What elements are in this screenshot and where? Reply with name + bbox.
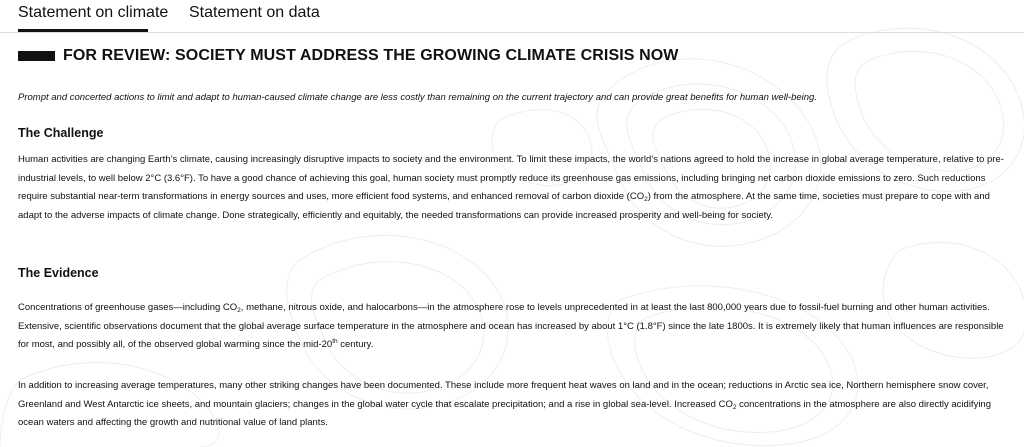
evidence-paragraph-1 — [18, 299, 1008, 355]
challenge-text-2: ) from the atmosphere. At the same time, societies must prepare to cope with and adapt to the adverse impacts of climate change. Done strategically, efficiently and equitably, the needed transformations can provide increased prosperity and well-being for society. — [18, 191, 990, 221]
tab-statement-on-climate[interactable]: Statement on climate — [18, 4, 169, 21]
page-title — [18, 47, 679, 65]
evidence-p1-text-1: Concentrations of greenhouse gases—including CO — [18, 302, 238, 313]
challenge-paragraph — [18, 151, 1008, 225]
page-title-text: FOR REVIEW: SOCIETY MUST ADDRESS THE GROWING CLIMATE CRISIS NOW — [63, 47, 679, 64]
evidence-p1-text-3: century. — [337, 339, 374, 351]
co2-subscript: 2 — [644, 196, 648, 204]
evidence-paragraph-2 — [18, 377, 1008, 433]
challenge-heading: The Challenge — [18, 126, 104, 140]
challenge-text-1: Human activities are changing Earth’s climate, causing increasingly disruptive impacts to society and the environment. To limit these impacts, the world’s nations agreed to hold the increase in global average temperature, relative to pre-industrial levels, to well below 2°C (3.6°F). To have a good chance of achieving this goal, human society must promptly reduce its greenhouse gas emissions, including bringing net carbon dioxide emissions to zero. Such reductions require substantial near-term transformations in energy sources and uses, more efficient food systems, and enhanced removal of carbon dioxide (CO — [18, 154, 1004, 203]
intro-summary: Prompt and concerted actions to limit and adapt to human-caused climate change are less costly than remaining on the current trajectory and can provide great benefits for human well-being. — [18, 92, 817, 103]
tab-divider — [0, 32, 1024, 33]
evidence-p1-text-2: , methane, nitrous oxide, and halocarbons—in the atmosphere rose to levels unprecedented in at least the last 800,000 years due to fossil-fuel burning and other human activities. Extensive, scientific observations document that the global average surface temperature in the atmosphere and ocean has increased by about 1°C (1.8°F) since the late 1800s. It is extremely likely that human influences are responsible for most, and possibly all, of the observed global warming since the mid-20 — [18, 302, 1004, 351]
co2-subscript: 2 — [237, 307, 241, 314]
tab-bar — [0, 0, 1024, 33]
evidence-p2-text-1: In addition to increasing average temperatures, many other striking changes have been documented. These include more frequent heat waves on land and in the ocean; reductions in Arctic sea ice, Northern hemisphere snow cover, Greenland and West Antarctic ice sheets, and mountain glaciers; changes in the global water cycle that escalate precipitation; and a rise in global sea-level. Increased CO — [18, 380, 989, 410]
ordinal-superscript: th — [332, 338, 338, 346]
co2-subscript: 2 — [732, 403, 737, 411]
evidence-heading: The Evidence — [18, 266, 99, 280]
tab-statement-on-data[interactable]: Statement on data — [189, 4, 320, 21]
evidence-p2-text-2: concentrations in the atmosphere are also directly acidifying ocean waters and affecting the growth and nutritional value of land plants. — [18, 398, 991, 429]
title-accent-bar — [18, 51, 55, 61]
